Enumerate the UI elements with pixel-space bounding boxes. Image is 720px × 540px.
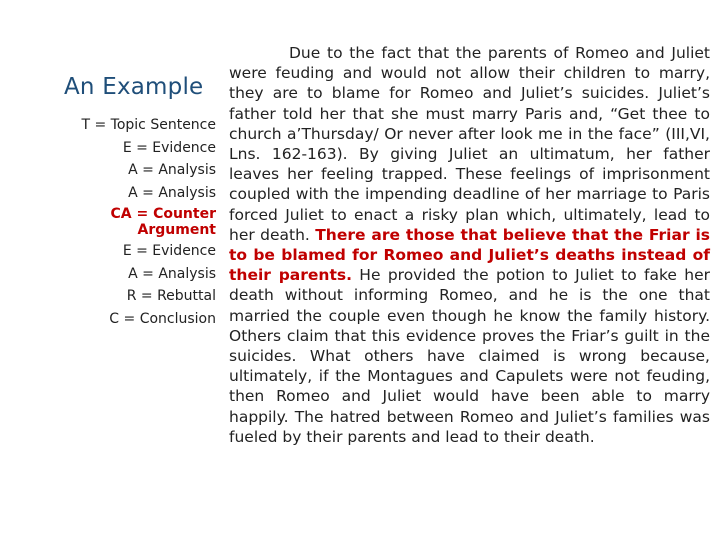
legend-evidence-2: E = Evidence xyxy=(122,243,216,259)
legend-analysis-2: A = Analysis xyxy=(128,184,216,201)
legend-counter-argument: CA = Counter Argument xyxy=(110,206,216,238)
legend-evidence: E = Evidence xyxy=(122,139,216,156)
paragraph-rebuttal-conclusion: He provided the potion to Juliet to fake her death without informing Romeo, and he is the one that married the couple even though he know the family history. Others claim that this evidence proves the Friar’s guilt in the suicides. What others have claimed is wrong because, ultimately, if the Montagues and Capulets were not feuding, then Romeo and Juliet would have been able to marry happily. The hatred between Romeo and Juliet’s families was fueled by their parents and lead to their death. xyxy=(229,266,710,446)
paragraph-counter-argument: There are those that believe that the Friar is to be blamed for Romeo and Juliet’s deaths instead of their parents. xyxy=(229,225,710,285)
legend-rebuttal: R = Rebuttal xyxy=(126,288,216,304)
legend-conclusion: C = Conclusion xyxy=(109,310,216,327)
paragraph-main-text: Due to the fact that the parents of Romeo and Juliet were feuding and would not allow their children to marry, they are to blame for Romeo and Juliet’s suicides. Juliet’s father told her that she must marry Paris and, “Get thee to church a’Thursday/ Or never after look me in the face” (III,VI, Lns. 162-163). By giving Juliet an ultimatum, her father leaves her feeling trapped. These feelings of imprisonment coupled with the impending deadline of her marriage to Paris forced Juliet to enact a risky plan which, ultimately, lead to her death. xyxy=(229,44,710,244)
example-paragraph xyxy=(229,43,710,447)
legend-topic-sentence: T = Topic Sentence xyxy=(81,117,216,133)
legend-analysis: A = Analysis xyxy=(128,162,216,178)
legend-analysis-3: A = Analysis xyxy=(128,265,216,282)
paragraph-structure-legend xyxy=(40,114,216,330)
slide-title: An Example xyxy=(64,74,204,100)
